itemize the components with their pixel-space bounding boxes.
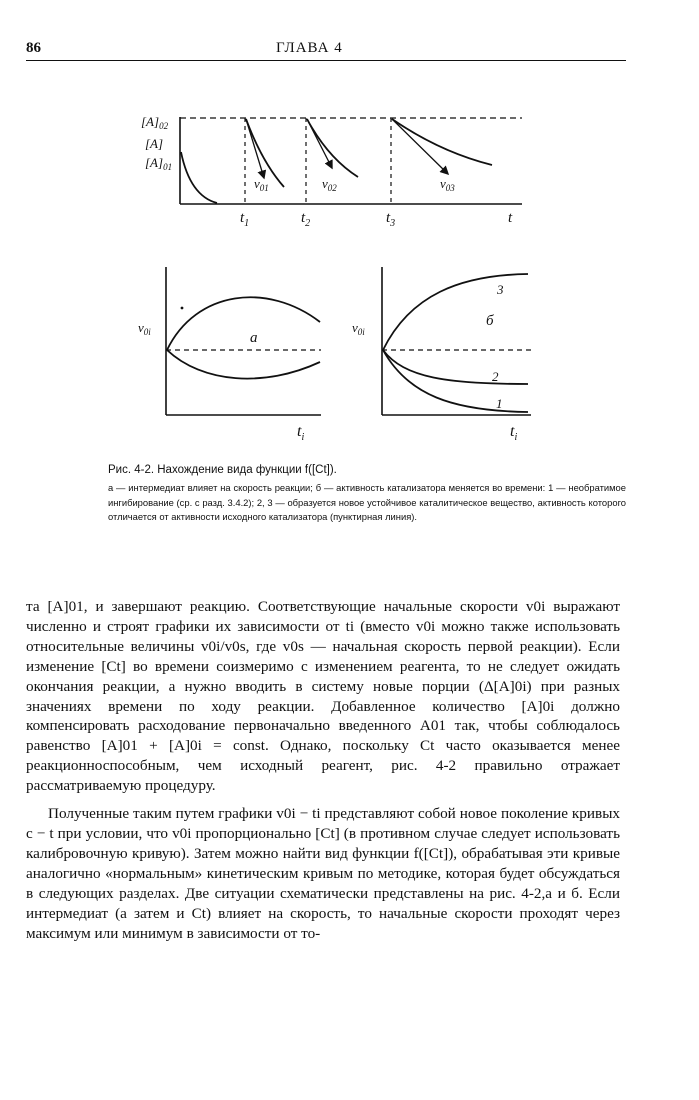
time-label-t1: $t_1$ [240, 210, 250, 229]
panel-b-x-label: $t_i$ [510, 423, 518, 443]
rate-arrow-1 [246, 119, 264, 178]
decay-curve-1 [246, 119, 284, 187]
rate-arrow-2 [307, 119, 332, 168]
panel-b-label: б [486, 313, 494, 329]
caption-title: Рис. 4-2. Нахождение вида функции f([Ct]). [108, 464, 337, 476]
body-text [26, 597, 620, 943]
curve-label-1: 1 [496, 396, 503, 411]
panel-b [352, 267, 531, 443]
top-diagram [141, 114, 522, 229]
paragraph-1: та [A]01, и завершают реакцию. Соответствующие начальные скорости v0i выражают численно и строят графики их зависимости от ti (вместо v0i можно также использовать относительные величины v0i/v0s, где v0s — начальная скорость первой реакции). Если изменение [Ct] во времени соизмеримо с изменением реагента, то не следует ожидать окончания реакции, а нужно вводить в систему новые порции (Δ[A]0i) при разных значениях времени по ходу реакции. Добавленное количество [A]0i должно компенсировать расходование первоначально введенного A01 так, чтобы соблюдалось равенство [A]01 + [A]0i = const. Однако, поскольку Ct часто оказывается менее реакционноспособным, чем исходный реагент, рис. 4-2 правильно отражает рассматриваемую процедуру. [26, 598, 620, 795]
panel-a-max-curve [167, 297, 320, 350]
chapter-title: ГЛАВА 4 [276, 40, 343, 56]
figure-4-2 [0, 0, 699, 460]
panel-b-y-label: $v_{0i}$ [352, 320, 365, 337]
stray-dot [181, 307, 184, 310]
curve-label-3: 3 [497, 282, 504, 297]
y-label-a02: $[A]_{02}$ [141, 114, 169, 131]
panel-a-x-label: $t_i$ [297, 423, 305, 443]
panel-a-min-curve [167, 350, 320, 379]
rate-label-v03: $v_{03}$ [440, 176, 455, 193]
page-number: 86 [26, 40, 41, 56]
y-label-a: [A] [145, 136, 164, 151]
panel-b-curve-3 [383, 274, 528, 350]
time-axis-label: t [508, 210, 513, 226]
curve-label-2: 2 [492, 369, 499, 384]
y-label-a01: $[A]_{01}$ [145, 155, 173, 172]
panel-a-y-label: $v_{0i}$ [138, 320, 151, 337]
panel-a [138, 267, 321, 443]
rate-label-v02: $v_{02}$ [322, 176, 337, 193]
figure-caption [108, 463, 626, 525]
decay-curve-3 [392, 119, 492, 165]
decay-curve-0 [181, 152, 217, 203]
rate-label-v01: $v_{01}$ [254, 176, 269, 193]
decay-curve-2 [307, 119, 358, 177]
paragraph-2: Полученные таким путем графики v0i − ti представляют собой новое поколение кривых c − t при условии, что v0i пропорционально [Ct] (в противном случае следует использовать калибровочную кривую). Затем можно найти вид функции f([Ct]), обрабатывая эти кривые аналогично «нормальным» кинетическим кривым по методике, которая будет обсуждаться в следующих разделах. Две ситуации схематически представлены на рис. 4-2,а и б. Если интермедиат (а затем и Ct) влияет на скорость, то начальные скорости проходят через максимум или минимум в зависимости от то- [26, 805, 620, 942]
caption-body: а — интермедиат влияет на скорость реакции; б — активность катализатора меняется во времени: 1 — необратимое ингибирование (ср. с разд. 3.4.2); 2, 3 — образуется новое устойчивое каталитическое вещество, активность которого отличается от активности исходного катализатора (пунктирная линия). [108, 482, 626, 522]
time-label-t2: $t_2$ [301, 210, 311, 229]
panel-a-curve-label: а [250, 330, 258, 346]
time-label-t3: $t_3$ [386, 210, 396, 229]
